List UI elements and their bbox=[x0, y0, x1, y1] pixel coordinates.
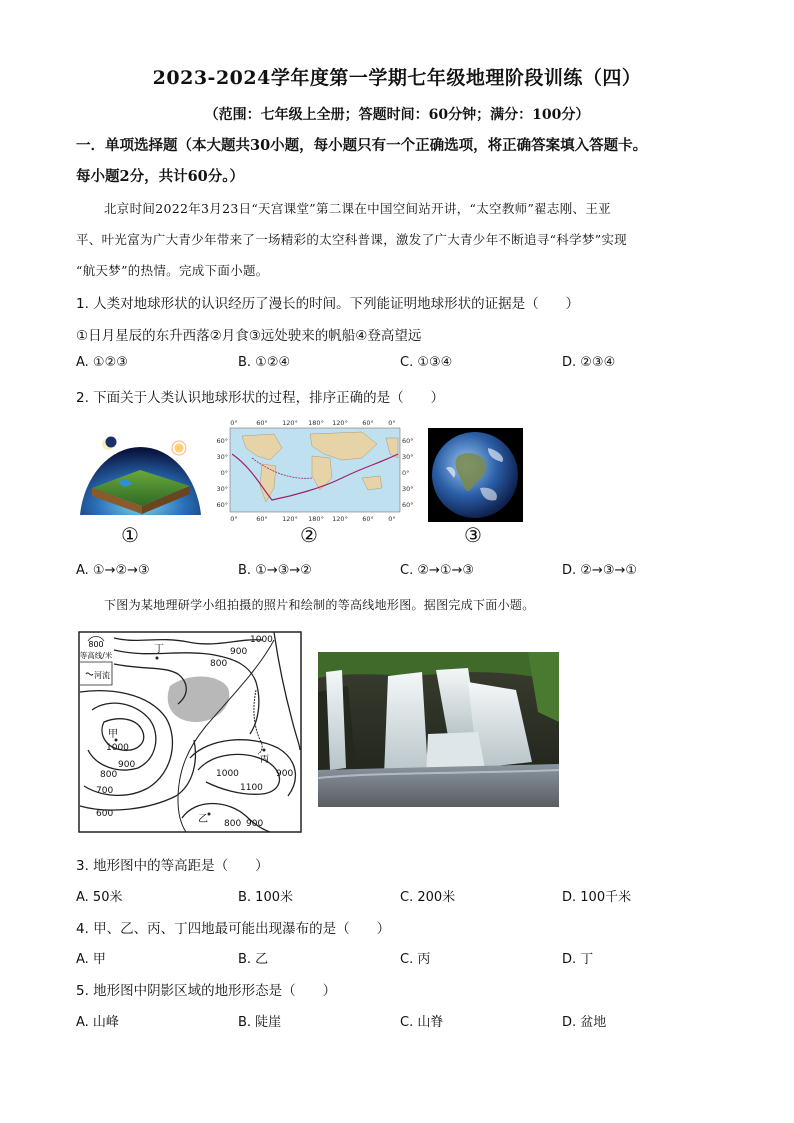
elevation-label: 700 bbox=[96, 786, 114, 796]
passage-2: 下图为某地理研学小组拍摄的照片和绘制的等高线地形图。据图完成下面小题。 bbox=[104, 598, 535, 612]
elevation-label: 1100 bbox=[240, 783, 263, 793]
q2-option-d[interactable]: D. ②→③→① bbox=[562, 563, 638, 578]
q5-option-a[interactable]: A. 山峰 bbox=[76, 1015, 119, 1030]
lon-tick-label: 120° bbox=[332, 419, 348, 427]
lon-tick-label: 60° bbox=[256, 515, 268, 523]
lat-tick-label: 60° bbox=[216, 501, 228, 509]
lat-tick-label: 30° bbox=[402, 485, 414, 493]
legend-contour-value: 800 bbox=[88, 640, 104, 649]
section-heading-line-1: 一．单项选择题（本大题共30小题，每小题只有一个正确选项，将正确答案填入答题卡。 bbox=[76, 137, 648, 154]
lon-tick-label: 0° bbox=[230, 515, 238, 523]
waterfall-photo bbox=[318, 652, 559, 807]
flat-earth-dome-image bbox=[78, 422, 203, 517]
lat-tick-label: 60° bbox=[402, 501, 414, 509]
elevation-label: 900 bbox=[118, 760, 136, 770]
q4-option-a[interactable]: A. 甲 bbox=[76, 952, 106, 967]
world-voyage-map bbox=[212, 418, 417, 524]
exam-info: （范围：七年级上全册；答题时间：60分钟；满分：100分） bbox=[204, 107, 590, 123]
elevation-label: 900 bbox=[246, 819, 264, 829]
passage-1-line-2: 平、叶光富为广大青少年带来了一场精彩的太空科普课，激发了广大青少年不断追寻“科学梦”实现 bbox=[76, 232, 627, 247]
question-2-stem: 2. 下面关于人类认识地球形状的过程，排序正确的是（ ） bbox=[76, 390, 445, 406]
question-5-stem: 5. 地形图中阴影区域的地形形态是（ ） bbox=[76, 983, 337, 999]
q3-option-b[interactable]: B. 100米 bbox=[238, 890, 293, 905]
lon-tick-label: 0° bbox=[388, 419, 396, 427]
point-ding bbox=[156, 657, 159, 660]
lon-tick-label: 0° bbox=[230, 419, 238, 427]
elevation-label: 800 bbox=[224, 819, 242, 829]
q2-option-c[interactable]: C. ②→①→③ bbox=[400, 563, 475, 578]
place-label-ding: 丁 bbox=[154, 644, 164, 655]
place-label-yi: 乙 bbox=[198, 814, 208, 825]
point-bing bbox=[263, 749, 266, 752]
figure-label-2: ② bbox=[300, 523, 318, 547]
lon-tick-label: 120° bbox=[332, 515, 348, 523]
figure-label-1: ① bbox=[121, 523, 139, 547]
lat-tick-label: 30° bbox=[216, 485, 228, 493]
map-lon-labels-top bbox=[230, 419, 395, 427]
elevation-label: 800 bbox=[210, 659, 228, 669]
page-title: 2023-2024学年度第一学期七年级地理阶段训练（四） bbox=[152, 67, 642, 89]
lon-tick-label: 60° bbox=[362, 419, 374, 427]
lat-tick-label: 30° bbox=[402, 453, 414, 461]
lon-tick-label: 60° bbox=[362, 515, 374, 523]
q5-option-c[interactable]: C. 山脊 bbox=[400, 1015, 444, 1030]
place-label-bing: 丙 bbox=[260, 755, 270, 765]
elevation-label: 900 bbox=[276, 769, 294, 779]
elevation-label: 1000 bbox=[106, 743, 129, 753]
lon-tick-label: 120° bbox=[282, 419, 298, 427]
q4-option-d[interactable]: D. 丁 bbox=[562, 952, 594, 967]
lat-tick-label: 60° bbox=[402, 437, 414, 445]
question-3-stem: 3. 地形图中的等高距是（ ） bbox=[76, 858, 269, 874]
earth-from-space-image bbox=[428, 428, 523, 522]
contour-map bbox=[78, 630, 303, 835]
section-heading-line-2: 每小题2分，共计60分。） bbox=[76, 168, 245, 185]
figure-label-3: ③ bbox=[464, 523, 482, 547]
lon-tick-label: 180° bbox=[308, 419, 324, 427]
q5-option-d[interactable]: D. 盆地 bbox=[562, 1015, 607, 1030]
map-lat-labels-right bbox=[402, 437, 414, 509]
lat-tick-label: 0° bbox=[402, 469, 410, 477]
lon-tick-label: 0° bbox=[388, 515, 396, 523]
q1-option-b[interactable]: B. ①②④ bbox=[238, 355, 291, 370]
lat-tick-label: 60° bbox=[216, 437, 228, 445]
q2-option-b[interactable]: B. ①→③→② bbox=[238, 563, 312, 578]
q2-option-a[interactable]: A. ①→②→③ bbox=[76, 563, 150, 578]
q3-option-a[interactable]: A. 50米 bbox=[76, 890, 123, 905]
q5-option-b[interactable]: B. 陡崖 bbox=[238, 1015, 282, 1030]
legend-contour-unit: 等高线/米 bbox=[79, 651, 113, 660]
question-4-stem: 4. 甲、乙、丙、丁四地最可能出现瀑布的是（ ） bbox=[76, 921, 391, 937]
lat-tick-label: 30° bbox=[216, 453, 228, 461]
elevation-label: 600 bbox=[96, 809, 114, 819]
q1-option-c[interactable]: C. ①③④ bbox=[400, 355, 453, 370]
lon-tick-label: 120° bbox=[282, 515, 298, 523]
q3-option-c[interactable]: C. 200米 bbox=[400, 890, 456, 905]
map-lon-labels-bottom bbox=[230, 515, 395, 523]
q1-option-a[interactable]: A. ①②③ bbox=[76, 355, 128, 370]
map-lat-labels-left bbox=[216, 437, 228, 509]
passage-1-line-3: “航天梦”的热情。完成下面小题。 bbox=[76, 263, 269, 278]
elevation-label: 1000 bbox=[250, 635, 273, 645]
lon-tick-label: 60° bbox=[256, 419, 268, 427]
question-1-stem: 1. 人类对地球形状的认识经历了漫长的时间。下列能证明地球形状的证据是（ ） bbox=[76, 296, 580, 312]
q4-option-b[interactable]: B. 乙 bbox=[238, 952, 269, 967]
lon-tick-label: 180° bbox=[308, 515, 324, 523]
elevation-label: 1000 bbox=[216, 769, 239, 779]
q3-option-d[interactable]: D. 100千米 bbox=[562, 890, 632, 905]
q4-option-c[interactable]: C. 丙 bbox=[400, 952, 431, 967]
elevation-label: 800 bbox=[100, 770, 118, 780]
legend-river-label: 河流 bbox=[94, 671, 110, 680]
passage-1-line-1: 北京时间2022年3月23日“天宫课堂”第二课在中国空间站开讲，“太空教师”翟志刚、王亚 bbox=[104, 201, 611, 216]
q1-option-d[interactable]: D. ②③④ bbox=[562, 355, 616, 370]
place-label-jia: 甲 bbox=[108, 729, 118, 740]
lat-tick-label: 0° bbox=[220, 469, 228, 477]
elevation-label: 900 bbox=[230, 647, 248, 657]
question-1-items: ①日月星辰的东升西落②月食③远处驶来的帆船④登高望远 bbox=[76, 328, 422, 344]
